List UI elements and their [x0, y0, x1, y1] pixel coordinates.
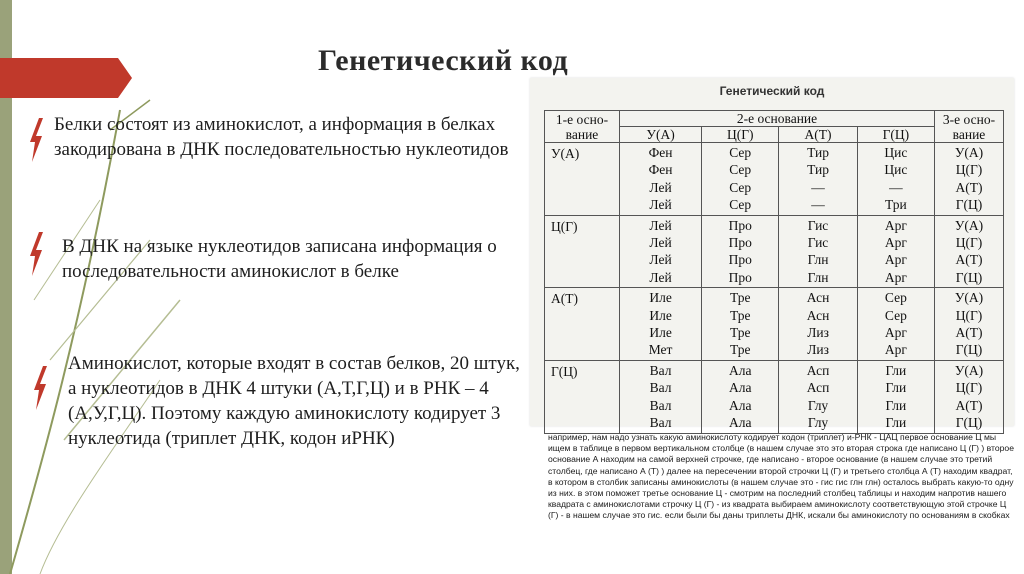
subheader-g: Г(Ц) — [857, 127, 934, 143]
table-row — [545, 360, 1004, 433]
table-row — [545, 143, 1004, 216]
amino-cell: Ала Ала Ала Ала — [702, 360, 779, 433]
amino-cell: Иле Иле Иле Мет — [620, 288, 702, 361]
bullet-proteins: Белки состоят из аминокислот, а информация в белках закодирована в ДНК последовательностью нуклеотидов — [54, 114, 509, 160]
leaf-bullet-icon — [30, 118, 44, 162]
header-first-base: 1-е осно-вание — [545, 111, 620, 143]
first-base-cell: Г(Ц) — [545, 360, 620, 433]
genetic-code-table — [544, 110, 1004, 434]
first-base-cell: У(А) — [545, 143, 620, 216]
third-base-cell: У(А) Ц(Г) А(Т) Г(Ц) — [935, 143, 1004, 216]
amino-cell: Асн Асн Лиз Лиз — [779, 288, 857, 361]
header-second-base: 2-е основание — [620, 111, 935, 127]
subheader-u: У(А) — [620, 127, 702, 143]
bullet-dna-info: В ДНК на языке нуклеотидов записана информация о последовательности аминокислот в белке — [62, 236, 497, 282]
header-third-base: 3-е осно-вание — [935, 111, 1004, 143]
third-base-cell: У(А) Ц(Г) А(Т) Г(Ц) — [935, 288, 1004, 361]
table-row — [545, 288, 1004, 361]
table-row — [545, 215, 1004, 288]
genetic-code-table-image — [530, 78, 1014, 431]
amino-cell: Фен Фен Лей Лей — [620, 143, 702, 216]
amino-cell: Тре Тре Тре Тре — [702, 288, 779, 361]
amino-cell: Сер Сер Сер Сер — [702, 143, 779, 216]
subheader-a: А(Т) — [779, 127, 857, 143]
amino-cell: Сер Сер Арг Арг — [857, 288, 934, 361]
amino-cell: Вал Вал Вал Вал — [620, 360, 702, 433]
amino-cell: Гис Гис Глн Глн — [779, 215, 857, 288]
page-title: Генетический код — [318, 44, 569, 77]
amino-cell: Цис Цис — Три — [857, 143, 934, 216]
bullet-amino-count: Аминокислот, которые входят в состав белков, 20 штук, а нуклеотидов в ДНК 4 штуки (А,Т,Г,Ц) и в РНК – 4 (А,У,Г,Ц). Поэтому каждую аминокислоту кодирует 3 нуклеотида (триплет ДНК, кодон иРНК) — [68, 353, 520, 449]
amino-cell: Гли Гли Гли Гли — [857, 360, 934, 433]
third-base-cell: У(А) Ц(Г) А(Т) Г(Ц) — [935, 215, 1004, 288]
third-base-cell: У(А) Ц(Г) А(Т) Г(Ц) — [935, 360, 1004, 433]
title-ribbon — [0, 58, 132, 98]
amino-cell: Асп Асп Глу Глу — [779, 360, 857, 433]
amino-cell: Лей Лей Лей Лей — [620, 215, 702, 288]
amino-cell: Арг Арг Арг Арг — [857, 215, 934, 288]
table-heading: Генетический код — [719, 84, 825, 98]
subheader-c: Ц(Г) — [702, 127, 779, 143]
first-base-cell: Ц(Г) — [545, 215, 620, 288]
explanation-note: например, нам надо узнать какую аминокислоту кодирует кодон (триплет) и-РНК - ЦАЦ первое основание Ц мы ищем в таблице в первом вертикальном столбце (в нашем случае это это вторая строка где написано Ц (Г) ) второе основание А находим на самой верхней строчке, где написано - второе основание (в нашем случае это третий столбец, где написано А (Т) ) далее на пересечении второй строчки Ц (Г) и третьего столбца А (Т) находим квадрат, в котором в столбик записаны аминокислоты (в нашем случае это - гис гис глн глн) осталось выбрать какую-то одну из них. в этом поможет третье основание Ц - смотрим на последний столбец таблицы и находим напротив нашего квадрата с аминокислотами строчку Ц (Г) - из квадрата выбираем аминокислоту соответствующую этой строчке Ц (Г) - в нашем случае это гис. если были бы даны триплеты ДНК, искали бы аминокислоту по основаниям в скобках — [548, 432, 1014, 521]
first-base-cell: А(Т) — [545, 288, 620, 361]
amino-cell: Тир Тир — — — [779, 143, 857, 216]
leaf-bullet-icon — [34, 366, 48, 410]
leaf-bullet-icon — [30, 232, 44, 276]
amino-cell: Про Про Про Про — [702, 215, 779, 288]
